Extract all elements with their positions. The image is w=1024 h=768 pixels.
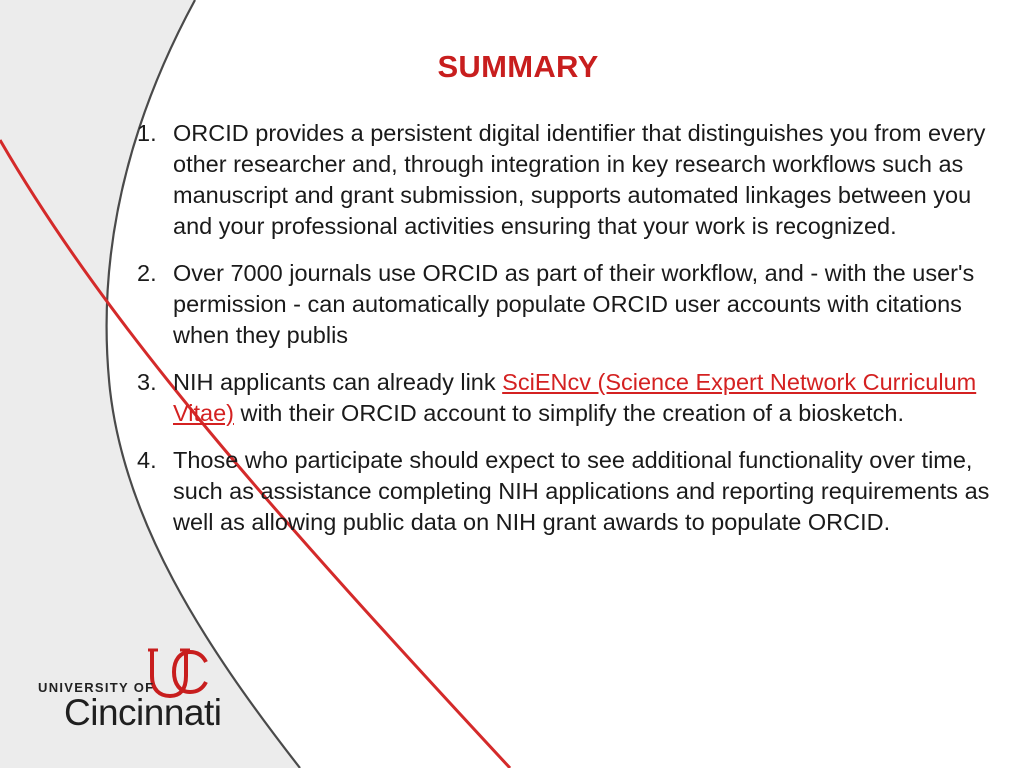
list-item [137,118,995,242]
summary-list [137,118,995,554]
list-item [137,445,995,538]
list-item-text: Those who participate should expect to see additional functionality over time, such as assistance completing NIH applications and reporting requirements as well as allowing public data on NIH grant awards to populate ORCID. [173,447,990,535]
list-item-number: 2. [137,260,157,286]
list-item-number: 3. [137,369,157,395]
logo-university-text: UNIVERSITY OF [38,680,155,695]
list-item-text: ORCID provides a persistent digital identifier that distinguishes you from every other researcher and, through integration in key research workflows such as manuscript and grant submission, supports automated linkages between you and your professional activities ensuring that your work is recognized. [173,120,986,239]
list-item [137,258,995,351]
list-item-number: 1. [137,120,157,146]
list-item [137,367,995,429]
sciencv-link[interactable]: SciENcv (Science Expert Network Curriculum Vitae) [173,369,977,426]
list-item-text-before: NIH applicants can already link [173,369,503,395]
logo-cincinnati-text: Cincinnati [64,692,222,733]
list-item-number: 4. [137,447,157,473]
slide-title: SUMMARY [437,49,599,84]
university-logo [38,646,238,736]
list-item-text: Over 7000 journals use ORCID as part of their workflow, and - with the user's permission - can automatically populate ORCID user accounts with citations when they publis [173,260,975,348]
list-item-text-after: with their ORCID account to simplify the creation of a biosketch. [233,400,905,426]
